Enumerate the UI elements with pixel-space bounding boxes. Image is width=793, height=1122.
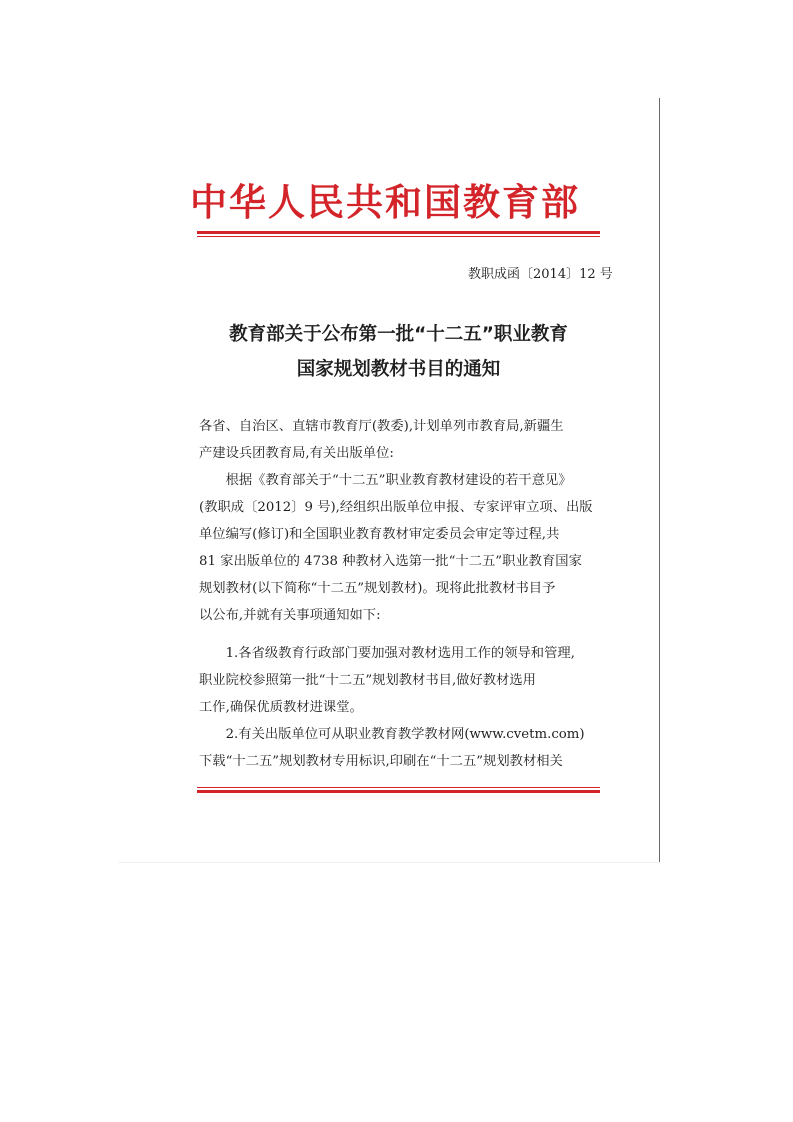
text-line: 81 家出版单位的 4738 种教材入选第一批“十二五”职业教育国家 (199, 554, 582, 569)
text-line: 各省、自治区、直辖市教育厅(教委),计划单列市教育局,新疆生 (199, 419, 564, 434)
text-line: 单位编写(修订)和全国职业教育教材审定委员会审定等过程,共 (199, 527, 560, 542)
text-line: 职业院校参照第一批“十二五”规划教材书目,做好教材选用 (199, 673, 536, 688)
text-line: 工作,确保优质教材进课堂。 (199, 700, 363, 715)
text-line: 规划教材(以下简称“十二五”规划教材)。现将此批教材书目予 (199, 581, 556, 596)
scan-edge-line (659, 98, 660, 862)
text-line: (教职成〔2012〕9 号),经组织出版单位申报、专家评审立项、出版 (199, 500, 593, 515)
scan-edge-bottom (118, 862, 660, 863)
text-line: 1.各省级教育行政部门要加强对教材选用工作的领导和管理, (199, 646, 575, 661)
body-paragraph (199, 721, 603, 775)
body-paragraph (199, 467, 603, 629)
text-line: 下载“十二五”规划教材专用标识,印刷在“十二五”规划教材相关 (199, 754, 563, 769)
salutation-paragraph (199, 413, 603, 467)
document-title-line-1: 教育部关于公布第一批“十二五”职业教育 (229, 324, 568, 345)
body-paragraph (199, 640, 603, 721)
masthead-title: 中华人民共和国教育部 (190, 181, 580, 224)
text-line: 2.有关出版单位可从职业教育教学教材网(www.cvetm.com) (199, 727, 585, 742)
text-line: 产建设兵团教育局,有关出版单位: (199, 446, 394, 461)
footer-red-rule-thin (197, 787, 600, 788)
masthead-red-rule (197, 231, 600, 234)
text-line: 以公布,并就有关事项通知如下: (199, 608, 381, 623)
document-number: 教职成函〔2014〕12 号 (468, 267, 613, 282)
footer-red-rule (197, 790, 600, 793)
document-title-line-2: 国家规划教材书目的通知 (296, 359, 501, 380)
masthead-red-rule-thin (197, 236, 600, 237)
text-line: 根据《教育部关于“十二五”职业教育教材建设的若干意见》 (199, 473, 572, 488)
